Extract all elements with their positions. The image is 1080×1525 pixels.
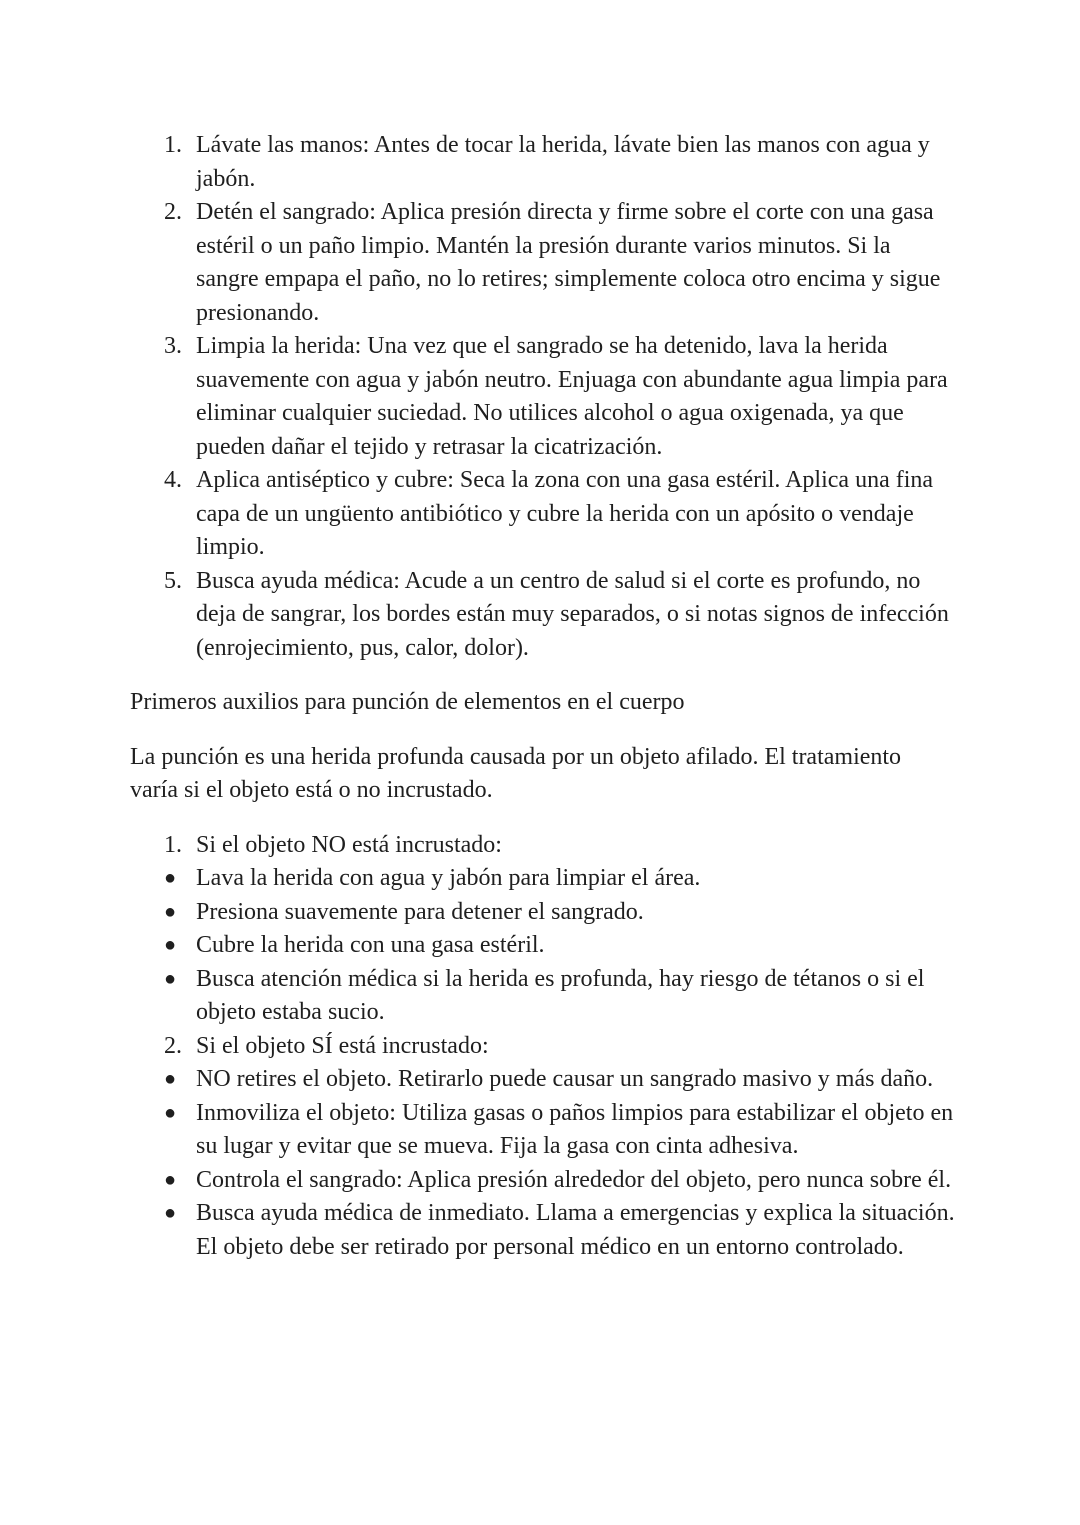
list-item-text: Cubre la herida con una gasa estéril. <box>196 932 545 958</box>
list-item-text: Limpia la herida: Una vez que el sangrado se ha detenido, lava la herida suavemente con agua y jabón neutro. Enjuaga con abundante agua limpia para eliminar cualquier suciedad. No utilices alcohol o agua oxigenada, ya que pueden dañar el tejido y retrasar la cicatrización. <box>196 333 948 460</box>
list-item <box>130 1097 956 1164</box>
list-item <box>130 565 956 666</box>
list-item-text: Inmoviliza el objeto: Utiliza gasas o paños limpios para estabilizar el objeto en su lugar y evitar que se mueva. Fija la gasa con cinta adhesiva. <box>196 1099 954 1159</box>
section-heading: Primeros auxilios para punción de elementos en el cuerpo <box>130 689 685 715</box>
bullet-icon: ● <box>164 900 177 923</box>
list-item-text: Detén el sangrado: Aplica presión directa y firme sobre el corte con una gasa estéril o un paño limpio. Mantén la presión durante varios minutos. Si la sangre empapa el paño, no lo retires; simplemente coloca otro encima y sigue presionando. <box>196 199 941 326</box>
list-item <box>130 330 956 464</box>
bullet-icon: ● <box>164 967 177 990</box>
document-page <box>130 129 955 1264</box>
list-item <box>130 1063 956 1097</box>
list-item-text: Busca ayuda médica de inmediato. Llama a emergencias y explica la situación. El objeto debe ser retirado por personal médico en un entorno controlado. <box>196 1200 955 1260</box>
list-item <box>130 196 956 330</box>
list-number: 3. <box>164 333 182 359</box>
list-item-text: Busca ayuda médica: Acude a un centro de salud si el corte es profundo, no deja de sangrar, los bordes están muy separados, o si notas signos de infección (enrojecimiento, pus, calor, dolor). <box>196 567 949 661</box>
cut-steps-list <box>130 129 950 665</box>
list-item-text: NO retires el objeto. Retirarlo puede causar un sangrado masivo y más daño. <box>196 1066 934 1092</box>
list-number: 2. <box>164 199 182 225</box>
list-item-text: Aplica antiséptico y cubre: Seca la zona con una gasa estéril. Aplica una fina capa de un ungüento antibiótico y cubre la herida con un apósito o vendaje limpio. <box>196 467 934 560</box>
list-item-text: Si el objeto NO está incrustado: <box>196 831 502 858</box>
bullet-icon: ● <box>164 1101 177 1124</box>
list-item <box>130 896 956 930</box>
list-number: 1. <box>164 831 182 858</box>
bullet-icon: ● <box>164 1168 177 1191</box>
list-item <box>130 1030 956 1064</box>
bullet-icon: ● <box>164 1202 177 1224</box>
list-item <box>130 862 956 896</box>
list-item-text: Lávate las manos: Antes de tocar la herida, lávate bien las manos con agua y jabón. <box>196 132 930 192</box>
bullet-icon: ● <box>164 1068 177 1090</box>
list-item-text: Presiona suavemente para detener el sangrado. <box>196 898 644 925</box>
list-item-text: Busca atención médica si la herida es profunda, hay riesgo de tétanos o si el objeto estaba sucio. <box>196 965 925 1025</box>
list-item <box>130 464 956 565</box>
list-item <box>130 929 956 963</box>
list-number: 1. <box>164 132 182 158</box>
list-item <box>130 829 956 863</box>
list-number: 2. <box>164 1032 182 1059</box>
list-number: 5. <box>164 567 182 594</box>
bullet-icon: ● <box>164 934 177 956</box>
list-item <box>130 963 956 1030</box>
list-number: 4. <box>164 467 182 493</box>
list-item-text: Lava la herida con agua y jabón para limpiar el área. <box>196 865 701 891</box>
bullet-icon: ● <box>164 867 177 889</box>
intro-paragraph: La punción es una herida profunda causada por un objeto afilado. El tratamiento varía si el objeto está o no incrustado. <box>130 743 902 803</box>
list-item-text: Controla el sangrado: Aplica presión alrededor del objeto, pero nunca sobre él. <box>196 1166 952 1193</box>
list-item <box>130 1197 956 1264</box>
list-item <box>130 1164 956 1198</box>
list-item-text: Si el objeto SÍ está incrustado: <box>196 1032 489 1059</box>
list-item <box>130 129 956 196</box>
puncture-list <box>130 829 955 1265</box>
